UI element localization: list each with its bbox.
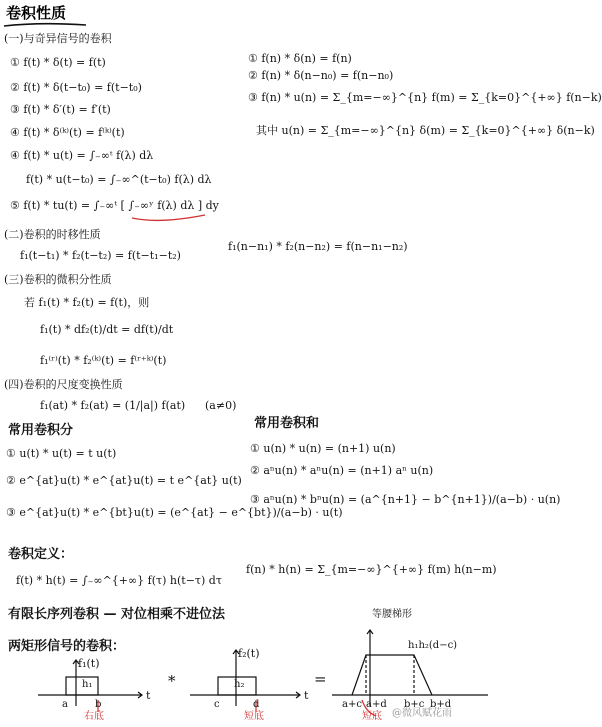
formula-4-1: f₁(at) * f₂(at) = (1/|a|) f(at) bbox=[40, 399, 186, 412]
common-integral-1: ① u(t) * u(t) = t u(t) bbox=[6, 447, 117, 460]
formula-1-6: f(t) * u(t−t₀) = ∫₋∞^(t−t₀) f(λ) dλ bbox=[26, 173, 212, 186]
graph2-t-axis: t bbox=[304, 689, 309, 702]
formula-1-r3: ③ f(n) * u(n) = Σ_{m=−∞}^{n} f(m) = Σ_{k=0}^{+∞} f(n−k) bbox=[248, 91, 602, 104]
common-integral-2: ② e^{at}u(t) * e^{at}u(t) = t e^{at} u(t) bbox=[6, 474, 242, 487]
formula-2-1: f₁(t−t₁) * f₂(t−t₂) = f(t−t₁−t₂) bbox=[20, 249, 181, 262]
graph1-b: b bbox=[95, 699, 102, 710]
common-sum-1: ① u(n) * u(n) = (n+1) u(n) bbox=[250, 442, 396, 455]
common-sum-heading: 常用卷积和 bbox=[254, 416, 320, 431]
common-sum-3: ③ aⁿu(n) * bⁿu(n) = (a^{n+1} − b^{n+1})/(a−b) · u(n) bbox=[250, 493, 561, 506]
graph1-t-axis: t bbox=[146, 689, 151, 702]
section-1-heading: (一)与奇异信号的卷积 bbox=[4, 32, 112, 45]
common-sum-2: ② aⁿu(n) * aⁿu(n) = (n+1) aⁿ u(n) bbox=[250, 464, 434, 477]
trapezoid-height: h₁h₂(d−c) bbox=[408, 640, 458, 651]
formula-1-r1: ① f(n) * δ(n) = f(n) bbox=[248, 52, 352, 65]
formula-2-2: f₁(n−n₁) * f₂(n−n₂) = f(n−n₁−n₂) bbox=[228, 240, 408, 253]
graph3-x4: b+d bbox=[430, 699, 452, 710]
equals-sign: = bbox=[314, 670, 327, 688]
graph1-red-note: 右底 bbox=[84, 711, 104, 722]
section-4-heading: (四)卷积的尺度变换性质 bbox=[4, 378, 123, 391]
graph-3 bbox=[332, 630, 488, 706]
graph2-ylabel: f₂(t) bbox=[238, 647, 260, 660]
common-integral-3: ③ e^{at}u(t) * e^{bt}u(t) = (e^{at} − e^{bt})/(a−b) · u(t) bbox=[6, 506, 343, 519]
graph3-x2: a+d bbox=[366, 699, 387, 710]
trapezoid-label: 等腰梯形 bbox=[372, 609, 412, 620]
watermark: @微风赋花雨 bbox=[392, 708, 452, 719]
graph2-h2: h₂ bbox=[234, 679, 245, 690]
rect-heading: 两矩形信号的卷积： bbox=[8, 639, 126, 654]
definition-discrete: f(n) * h(n) = Σ_{m=−∞}^{+∞} f(m) h(n−m) bbox=[246, 563, 497, 576]
graph2-d: d bbox=[253, 699, 260, 710]
graph1-a: a bbox=[62, 699, 68, 710]
formula-4-note: (a≠0) bbox=[205, 399, 237, 412]
definition-continuous: f(t) * h(t) = ∫₋∞^{+∞} f(τ) h(t−τ) dτ bbox=[16, 574, 222, 587]
formula-3-3: f₁⁽ʳ⁾(t) * f₂⁽ᵏ⁾(t) = f⁽ʳ⁺ᵏ⁾(t) bbox=[40, 354, 167, 367]
graph2-c: c bbox=[214, 699, 220, 710]
graph3-x1: a+c bbox=[342, 699, 362, 710]
formula-1-r2: ② f(n) * δ(n−n₀) = f(n−n₀) bbox=[248, 69, 394, 82]
formula-1-r4: 其中 u(n) = Σ_{m=−∞}^{n} δ(m) = Σ_{k=0}^{+∞} δ(n−k) bbox=[256, 124, 595, 137]
convolution-star: * bbox=[168, 672, 176, 690]
formula-1-2: ② f(t) * δ(t−t₀) = f(t−t₀) bbox=[10, 81, 142, 94]
page-title: 卷积性质 bbox=[6, 4, 67, 22]
graph2-red-note: 短底 bbox=[244, 711, 264, 722]
section-2-heading: (二)卷积的时移性质 bbox=[4, 228, 101, 241]
formula-1-3: ③ f(t) * δ′(t) = f′(t) bbox=[10, 103, 111, 116]
section-3-heading: (三)卷积的微积分性质 bbox=[4, 273, 112, 286]
formula-1-5: ④ f(t) * u(t) = ∫₋∞ᵗ f(λ) dλ bbox=[10, 149, 154, 162]
definition-heading: 卷积定义： bbox=[8, 547, 74, 562]
formula-1-7: ⑤ f(t) * tu(t) = ∫₋∞ᵗ [ ∫₋∞ʸ f(λ) dλ ] dy bbox=[10, 199, 219, 212]
graph3-red-note: 短底 bbox=[362, 711, 382, 722]
graph1-h1: h₁ bbox=[82, 679, 93, 690]
formula-3-1: 若 f₁(t) * f₂(t) = f(t)，则 bbox=[24, 296, 150, 309]
graph3-x3: b+c bbox=[404, 699, 425, 710]
graph1-ylabel: f₁(t) bbox=[78, 657, 100, 670]
formula-3-2: f₁(t) * df₂(t)/dt = df(t)/dt bbox=[40, 323, 174, 336]
formula-1-1: ① f(t) * δ(t) = f(t) bbox=[10, 56, 106, 69]
common-integral-heading: 常用卷积分 bbox=[8, 423, 74, 438]
finite-sequence-note: 有限长序列卷积 — 对位相乘不进位法 bbox=[8, 607, 226, 622]
formula-1-4: ④ f(t) * δ⁽ᵏ⁾(t) = f⁽ᵏ⁾(t) bbox=[10, 126, 125, 139]
